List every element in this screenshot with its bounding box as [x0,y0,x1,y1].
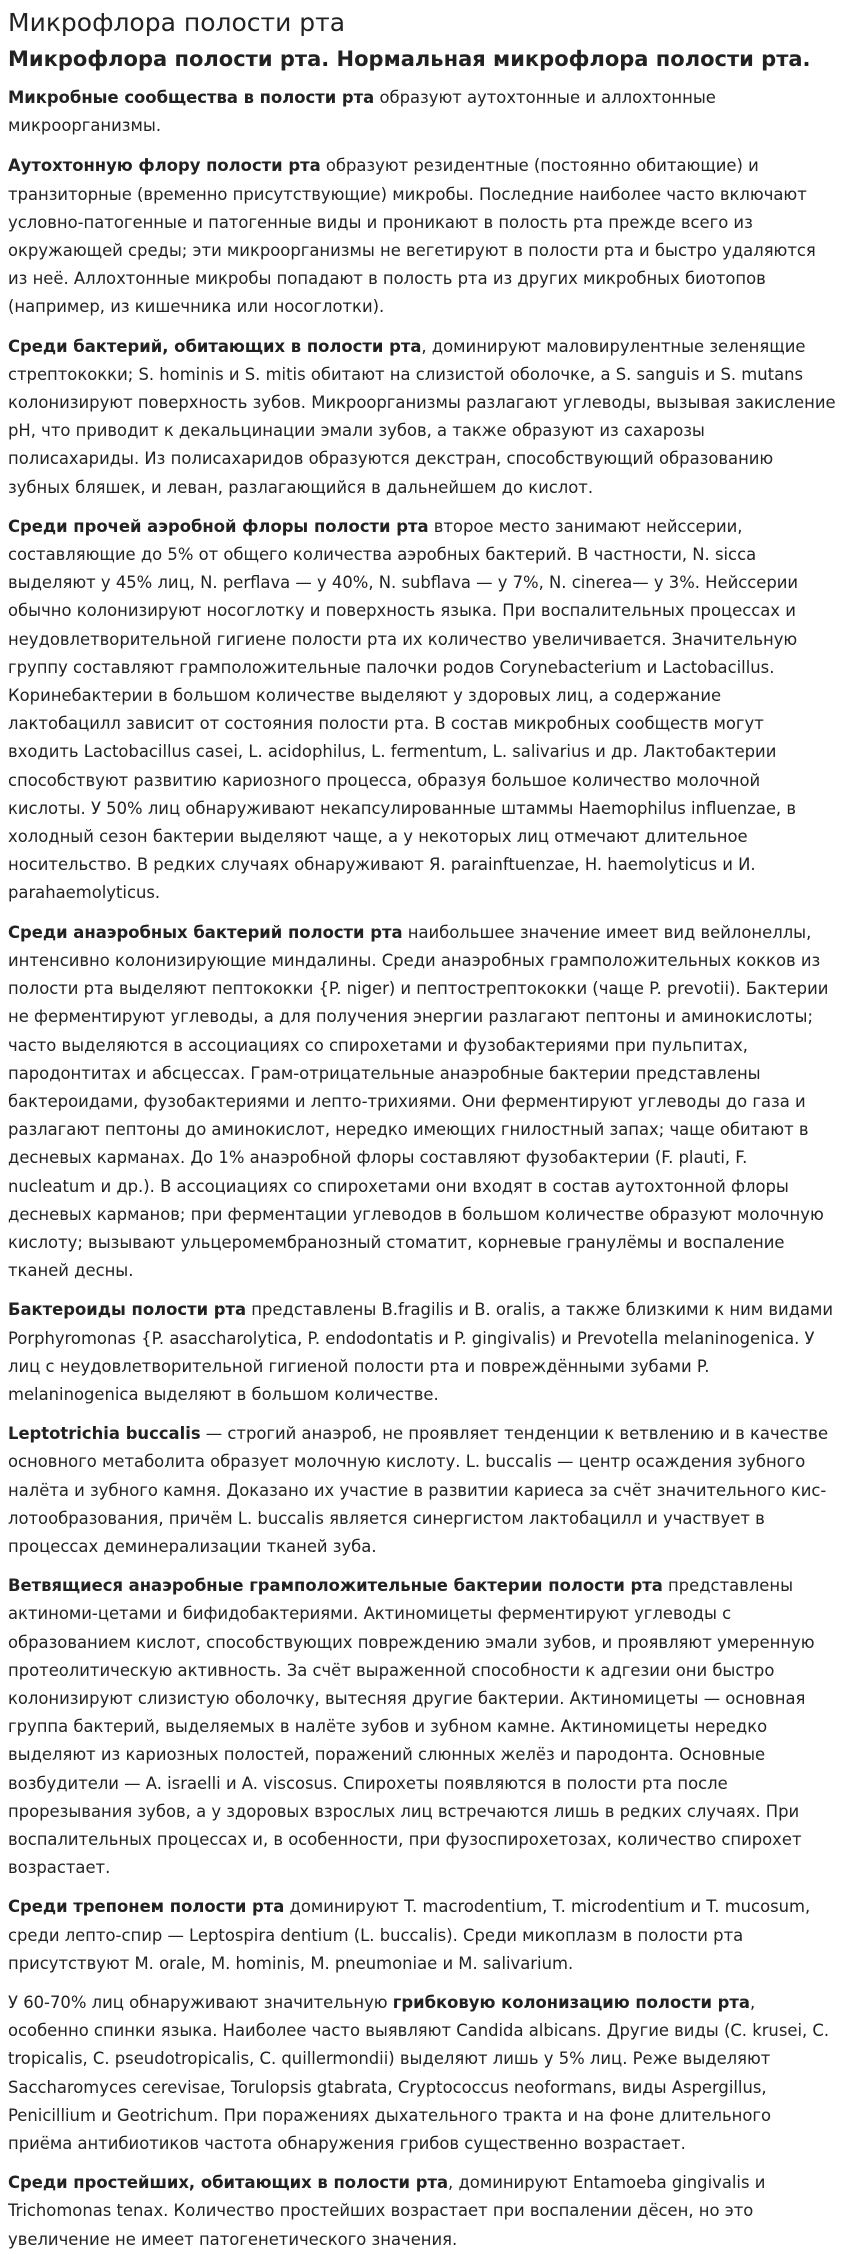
paragraph-lead: Ветвящиеся анаэробные грамположительные бактерии полости рта [8,1576,663,1596]
paragraph-lead: Среди прочей аэробной флоры полости рта [8,516,429,536]
article-heading: Микрофлора полости рта. Нормальная микрофлора полости рта. [8,47,811,71]
paragraph-text: , доминируют Entamoeba gingivalis и Trichomonas tenax. Количество простейших возрастает при воспалении дёсен, но это увеличение не имеет патогенетического значения. [8,2173,766,2249]
paragraph-lead: Среди бактерий, обитающих в полости рта [8,336,422,356]
paragraph-autochthonous-flora [8,152,837,321]
paragraph-lead: Среди анаэробных бактерий полости рта [8,922,403,942]
paragraph-anaerobic-bacteria [8,919,837,1286]
paragraph-branching-anaerobes [8,1572,837,1882]
paragraph-lead: Среди трепонем полости рта [8,1897,285,1917]
paragraph-lead: Среди простейших, обитающих в полости рта [8,2173,449,2193]
paragraph-text: образуют резидентные (постоянно обитающие) и транзиторные (временно присутствующие) микробы. Последние наиболее часто включают условно-патогенные и патогенные виды и проникают в полость рта прежде всего из окружающей среды; эти микроорганизмы не вегетируют в полости рта и быстро удаляются из неё. Аллохтонные микробы попадают в полость рта из других микробных биотопов (например, из кишечника или носоглотки). [8,156,816,317]
paragraph-text: доминируют T. macrodentium, T. microdentium и T. mucosum, среди лепто-спир — Leptospira dentium (L. buccalis). Среди микоплазм в полости рта присутствуют M. orale, M. hominis, M. pneumoniae и M. salivarium. [8,1897,811,1973]
paragraph-text: наибольшее значение имеет вид вейлонеллы, интенсивно колонизирующие миндалины. Среди анаэробных грамположительных кокков из полости рта выделяют пептококки {P. niger) и пептострептококки (чаще P. prevotii). Бактерии не ферментируют углеводы, а для получения энергии разлагают пептоны и аминокислоты; часто выделяются в ассоциациях со спирохетами и фузобактериями при пульпитах, пародонтитах и абсцессах. Грам-отрицательные анаэробные бактерии представлены бактероидами, фузобактериями и лепто-трихиями. Они ферментируют углеводы до газа и разлагают пептоны до аминокислот, нередко имеющих гнилостный запах; чаще обитают в десневых карманах. До 1% анаэробной флоры составляют фузобактерии (F. plauti, F. nucleatum и др.). В ассоциациях со спирохетами они входят в состав аутохтонной флоры десневых карманов; при ферментации углеводов в большом количестве образуют молочную кислоту; вызывают ульцеромембранозный стоматит, корневые гранулёмы и воспаление тканей десны. [8,922,829,1281]
paragraph-treponema [8,1893,837,1978]
paragraph-text: представлены B.fragilis и В. oralis, а также близкими к ним видами Porphyromonas {P. asaccharolytica, P. endodontatis и P. gingivalis) и Prevotella melaninogenica. У лиц с неудовлетворительной гигиеной полости рта и повреждёнными зубами P. melaninogenica выделяют в большом количестве. [8,1300,834,1404]
paragraph-pre: У 60-70% лиц обнаруживают значительную [8,1993,393,2012]
paragraph-leptotrichia [8,1420,837,1561]
paragraph-lead: Микробные сообщества в полости рта [8,88,375,107]
paragraph-lead: Leptotrichia buccalis [8,1424,201,1444]
paragraph-bacteria [8,333,837,502]
paragraph-bacteroids [8,1296,837,1409]
paragraph-text: образуют аутохтонные и аллохтонные микроорганизмы. [8,88,716,136]
paragraph-protozoa [8,2169,837,2254]
page-title: Микрофлора полости рта [8,8,346,37]
paragraph-lead: грибковую колонизацию полости рта [392,1993,750,2012]
paragraph-aerobic-flora [8,513,837,908]
paragraph-lead: Бактероиды полости рта [8,1300,247,1320]
paragraph-text: , доминируют маловирулентные зеленящие стрептококки; S. hominis и S. mitis обитают на слизистой оболочке, a S. sanguis и S. mutans колонизируют поверхность зубов. Микроорганизмы разлагают углеводы, вызывая закисление рН, что приводит к декальцинации эмали зубов, а также образуют из сахарозы полисахариды. Из полисахаридов образуются декстран, способствующий образованию зубных бляшек, и леван, разлагающийся в дальнейшем до кислот. [8,336,836,497]
paragraph-text: второе место занимают нейссерии, составляющие до 5% от общего количества аэробных бактерий. В частности, N. sicca выделяют у 45% лиц, N. perflava — у 40%, N. subflava — у 7%, N. cinerea— у 3%. Нейссерии обычно колонизируют носоглотку и поверхность языка. При воспалительных процессах и неудовлетворительной гигиене полости рта их количество увеличивается. Значительную группу составляют грамположительные палочки родов Corynebacterium и Lactobacillus. Коринебактерии в большом количестве выделяют у здоровых лиц, а содержание лактобацилл зависит от состояния полости рта. В состав микробных сообществ могут входить Lactobacillus casei, L. acidophilus, L. fermentum, L. salivarius и др. Лактобактерии способствуют развитию кариозного процесса, образуя большое количество молочной кислоты. У 50% лиц обнаруживают некапсулированные штаммы Haemophilus influenzae, в холодный сезон бактерии выделяют чаще, а у некоторых лиц отмечают длительное носительство. В редких случаях обнаруживают Я. parainftuenzae, H. haemolyticus и И. parahaemolyticus. [8,516,799,903]
paragraph-text: представлены актиноми-цетами и бифидобактериями. Актиномицеты ферментируют углеводы с образованием кислот, способствующих повреждению эмали зубов, и проявляют умеренную протеолитическую активность. За счёт выраженной способности к адгезии они быстро колонизируют слизистую оболочку, вытесняя другие бактерии. Актиномицеты — основная группа бактерий, выделяемых в налёте зубов и зубном камне. Актиномицеты нередко выделяют из кариозных полостей, поражений слюнных желёз и пародонта. Основные возбудители — A. israelli и A. viscosus. Спирохеты появляются в полости рта после прорезывания зубов, а у здоровых взрослых лиц встречаются лишь в редких случаях. При воспалительных процессах и, в особенности, при фузоспирохетозах, количество спирохет возрастает. [8,1576,815,1878]
paragraph-fungal-colonization [8,1989,837,2158]
paragraph-text: — строгий анаэроб, не проявляет тенденции к ветвлению и в качестве основного метаболита образует молочную кислоту. L. buccalis — центр осаждения зубного налёта и зубного камня. Доказано их участие в развитии кариеса за счёт значительного кис-лотообразования, причём L. buccalis является синергистом лактобацилл и участвует в процессах деминерализации тканей зуба. [8,1424,829,1556]
paragraph-text: , особенно спинки языка. Наиболее часто выявляют Candida albicans. Другие виды (C. krusei, C. tropicalis, C. pseudotropicalis, C. quillermondii) выделяют лишь у 5% лиц. Реже выделяют Saccharomyces cerevisae, Torulopsis gtabrata, Cryptococcus neoformans, виды Aspergillus, Penicillium и Geotrichum. При поражениях дыхательного тракта и на фоне длительного приёма антибиотиков частота обнаружения грибов существенно возрастает. [8,1993,830,2154]
paragraph-microbial-communities [8,84,837,140]
paragraph-lead: Аутохтонную флору полости рта [8,156,321,176]
